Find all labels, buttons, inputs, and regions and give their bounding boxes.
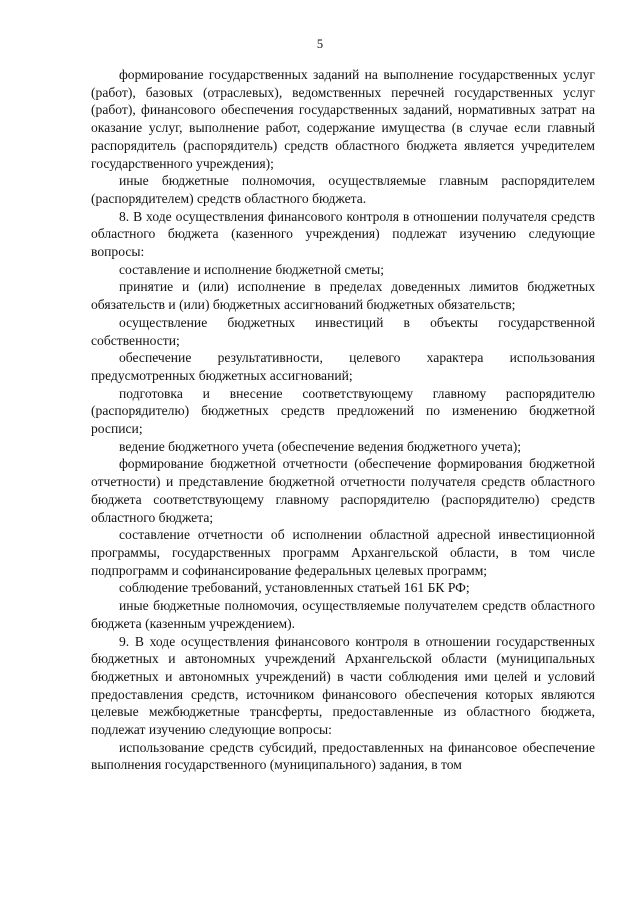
paragraph-budget-obligations: принятие и (или) исполнение в пределах доведенных лимитов бюджетных обязательств и (или) бюджетных ассигнований бюджетных обязательств; (91, 279, 595, 313)
paragraph-state-assignments: формирование государственных заданий на выполнение государственных услуг (работ), базовых (отраслевых), ведомственных перечней государственных услуг (работ), финансового обеспечения государственных заданий, нормативных затрат на оказание услуг, выполнение работ, содержание имущества (в случае если главный распорядитель (распорядитель) средств областного бюджета является учредителем государственного учреждения); (91, 67, 595, 171)
paragraph-section-8-intro: 8. В ходе осуществления финансового контроля в отношении получателя средств областного бюджета (казенного учреждения) подлежат изучению следующие вопросы: (91, 208, 595, 260)
paragraph-subsidy-use: использование средств субсидий, предоставленных на финансовое обеспечение выполнения государственного (муниципального) задания, в том (91, 739, 595, 773)
paragraph-section-9-intro: 9. В ходе осуществления финансового контроля в отношении государственных бюджетных и автономных учреждений Архангельской области (муниципальных бюджетных и автономных учреждений) в части соблюдения ими целей и условий предоставления средств, источником финансового обеспечения которых являются целевые межбюджетные трансферты, предоставленные из областного бюджета, подлежат изучению следующие вопросы: (91, 633, 595, 738)
paragraph-budget-estimate: составление и исполнение бюджетной сметы; (119, 261, 385, 277)
document-body (91, 66, 595, 774)
paragraph-effectiveness: обеспечение результативности, целевого характера использования предусмотренных бюджетных ассигнований; (91, 350, 595, 383)
paragraph-investment-program-reporting: составление отчетности об исполнении областной адресной инвестиционной программы, государственных программ Архангельской области, в том числе подпрограмм и софинансирование федеральных целевых программ; (91, 527, 595, 578)
paragraph-article-161-compliance: соблюдение требований, установленных статьей 161 БК РФ; (119, 580, 470, 596)
paragraph-other-powers-chief-administrator: иные бюджетные полномочия, осуществляемые главным распорядителем (распорядителем) средств областного бюджета. (91, 173, 595, 206)
paragraph-budget-accounting: ведение бюджетного учета (обеспечение ведения бюджетного учета); (119, 438, 522, 454)
paragraph-budget-investments: осуществление бюджетных инвестиций в объекты государственной собственности; (91, 314, 595, 348)
paragraph-budget-schedule-proposals: подготовка и внесение соответствующему главному распорядителю (распорядителю) бюджетных средств предложений по изменению бюджетной росписи; (91, 385, 595, 437)
page-number: 5 (316, 37, 324, 51)
paragraph-budget-reporting: формирование бюджетной отчетности (обеспечение формирования бюджетной отчетности) и представление бюджетной отчетности получателя средств областного бюджета соответствующему главному распорядителю (распорядителю) средств областного бюджета; (91, 456, 595, 525)
paragraph-other-powers-recipient: иные бюджетные полномочия, осуществляемые получателем средств областного бюджета (казенным учреждением). (91, 598, 595, 631)
